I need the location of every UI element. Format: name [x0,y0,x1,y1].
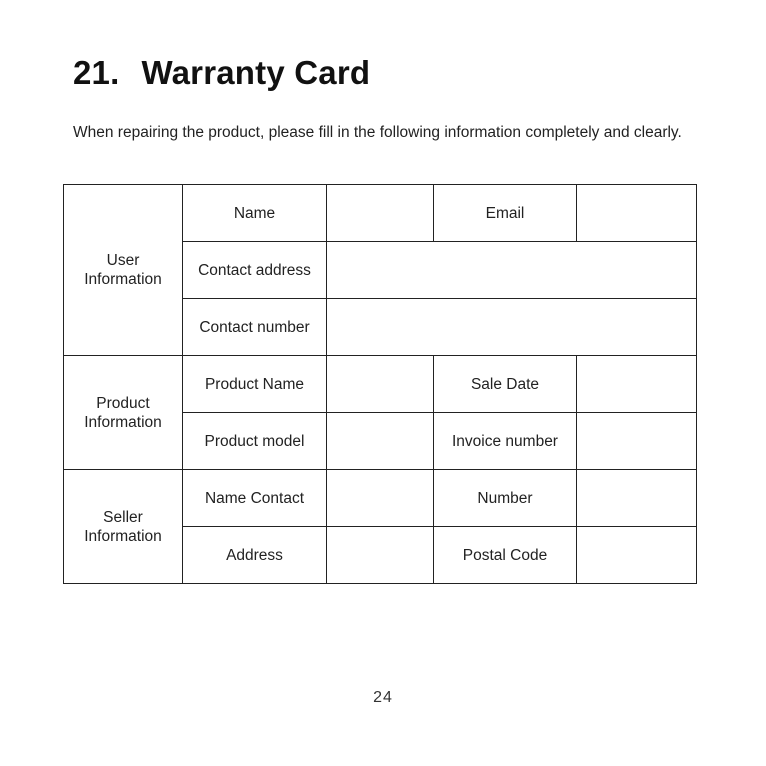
section-title: Warranty Card [141,54,371,91]
field-label-name-contact: Name Contact [183,470,327,527]
field-value-postal-code[interactable] [577,527,697,584]
field-value-address[interactable] [327,527,434,584]
table-row [64,470,697,527]
field-value-name-contact[interactable] [327,470,434,527]
field-value-product-name[interactable] [327,356,434,413]
field-label-address: Address [183,527,327,584]
field-label-contact-number: Contact number [183,299,327,356]
field-label-name: Name [183,185,327,242]
table-row [64,356,697,413]
field-value-contact-number[interactable] [327,299,697,356]
table-row [64,185,697,242]
field-label-sale-date: Sale Date [434,356,577,413]
group-label-product: Product Information [64,356,183,470]
field-label-contact-address: Contact address [183,242,327,299]
field-value-product-model[interactable] [327,413,434,470]
intro-paragraph: When repairing the product, please fill in the following information completely and clearly. [73,124,682,141]
warranty-card-table [63,184,697,584]
field-label-email: Email [434,185,577,242]
field-value-email[interactable] [577,185,697,242]
page-title [73,56,370,89]
field-value-invoice-number[interactable] [577,413,697,470]
field-value-sale-date[interactable] [577,356,697,413]
field-label-postal-code: Postal Code [434,527,577,584]
field-value-name[interactable] [327,185,434,242]
field-label-product-name: Product Name [183,356,327,413]
section-number: 21. [73,54,120,91]
field-label-invoice-number: Invoice number [434,413,577,470]
group-label-seller: Seller Information [64,470,183,584]
page-number: 24 [373,689,393,706]
field-label-number: Number [434,470,577,527]
field-value-contact-address[interactable] [327,242,697,299]
field-label-product-model: Product model [183,413,327,470]
group-label-user: User Information [64,185,183,356]
field-value-number[interactable] [577,470,697,527]
